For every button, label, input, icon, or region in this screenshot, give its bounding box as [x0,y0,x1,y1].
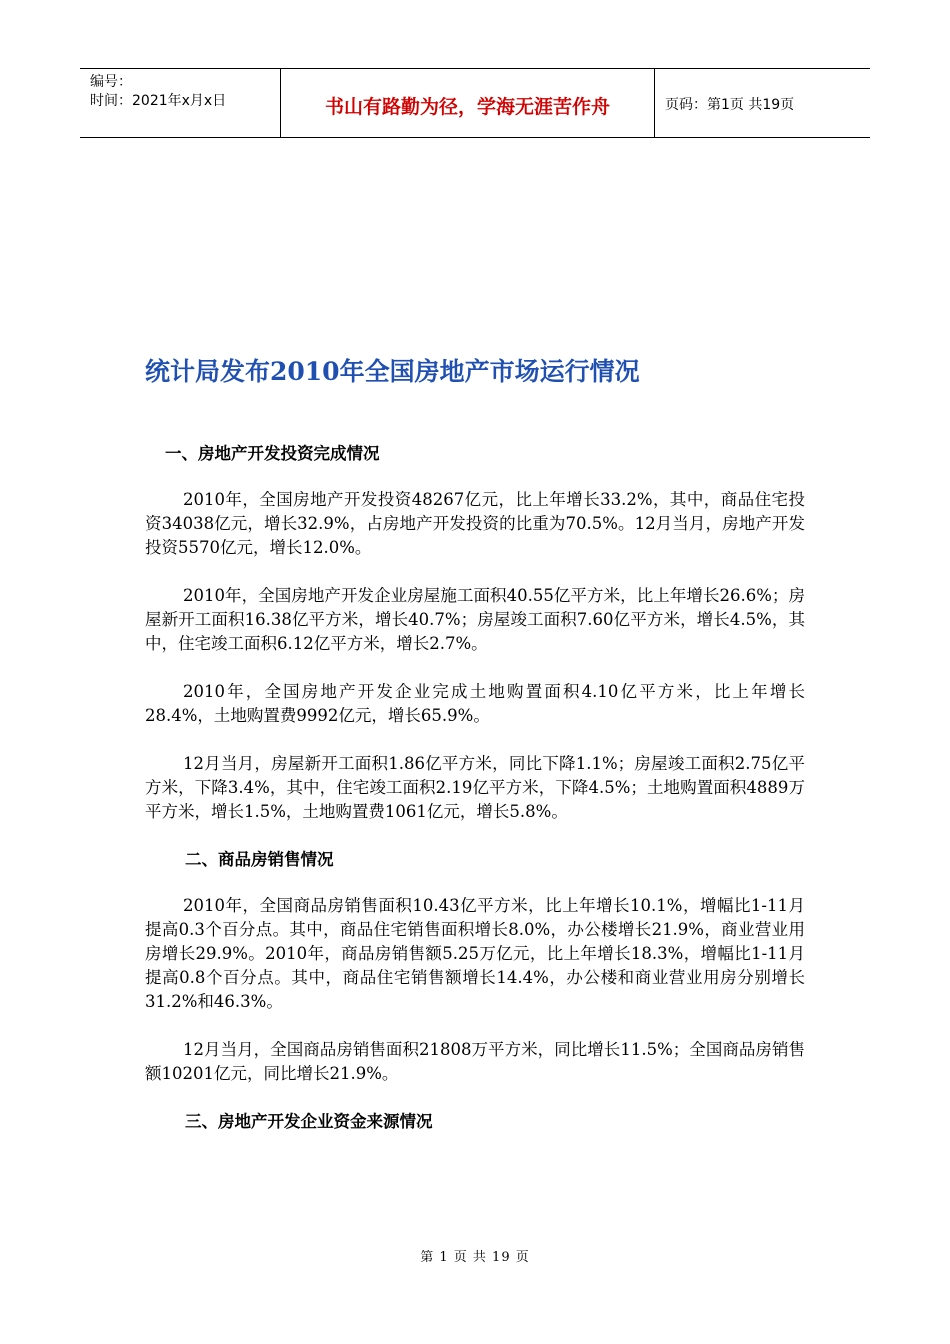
paragraph: 2010年，全国房地产开发企业完成土地购置面积4.10亿平方米，比上年增长28.4%，土地购置费9992亿元，增长65.9%。 [145,682,805,725]
paragraph: 2010年，全国商品房销售面积10.43亿平方米，比上年增长10.1%，增幅比1-11月提高0.3个百分点。其中，商品住宅销售面积增长8.0%，办公楼增长21.9%，商业营业用房增长29.9%。2010年，商品房销售额5.25万亿元，比上年增长18.3%，增幅比1-11月提高0.8个百分点。其中，商品住宅销售额增长14.4%，办公楼和商业营业用房分别增长31.2%和46.3%。 [145,896,805,1011]
number-label: 编号： [90,74,132,90]
document-body [145,442,805,1156]
motto-cell [281,69,655,137]
page-footer: 第 1 页 共 19 页 [420,1250,530,1265]
section-heading: 二、商品房销售情况 [185,850,334,869]
motto-text: 书山有路勤为径，学海无涯苦作舟 [324,95,610,118]
paragraph: 12月当月，房屋新开工面积1.86亿平方米，同比下降1.1%；房屋竣工面积2.75亿平方米，下降3.4%，其中，住宅竣工面积2.19亿平方米，下降4.5%；土地购置面积4889万平方米，增长1.5%，土地购置费1061亿元，增长5.8%。 [145,754,805,821]
document-title: 统计局发布2010年全国房地产市场运行情况 [145,357,640,386]
page-info-cell [655,69,870,137]
section-heading: 一、房地产开发投资完成情况 [165,444,380,463]
header-table [80,68,870,138]
section-heading: 三、房地产开发企业资金来源情况 [185,1112,433,1131]
date-label: 时间：2021年x月x日 [90,93,227,109]
header-meta-cell [80,69,281,137]
page-info-text: 页码：第1页 共19页 [665,97,795,113]
paragraph: 12月当月，全国商品房销售面积21808万平方米，同比增长11.5%；全国商品房销售额10201亿元，同比增长21.9%。 [145,1040,805,1083]
paragraph: 2010年，全国房地产开发企业房屋施工面积40.55亿平方米，比上年增长26.6%；房屋新开工面积16.38亿平方米，增长40.7%；房屋竣工面积7.60亿平方米，增长4.5%，其中，住宅竣工面积6.12亿平方米，增长2.7%。 [145,586,805,653]
paragraph: 2010年，全国房地产开发投资48267亿元，比上年增长33.2%，其中，商品住宅投资34038亿元，增长32.9%，占房地产开发投资的比重为70.5%。12月当月，房地产开发投资5570亿元，增长12.0%。 [145,490,805,557]
